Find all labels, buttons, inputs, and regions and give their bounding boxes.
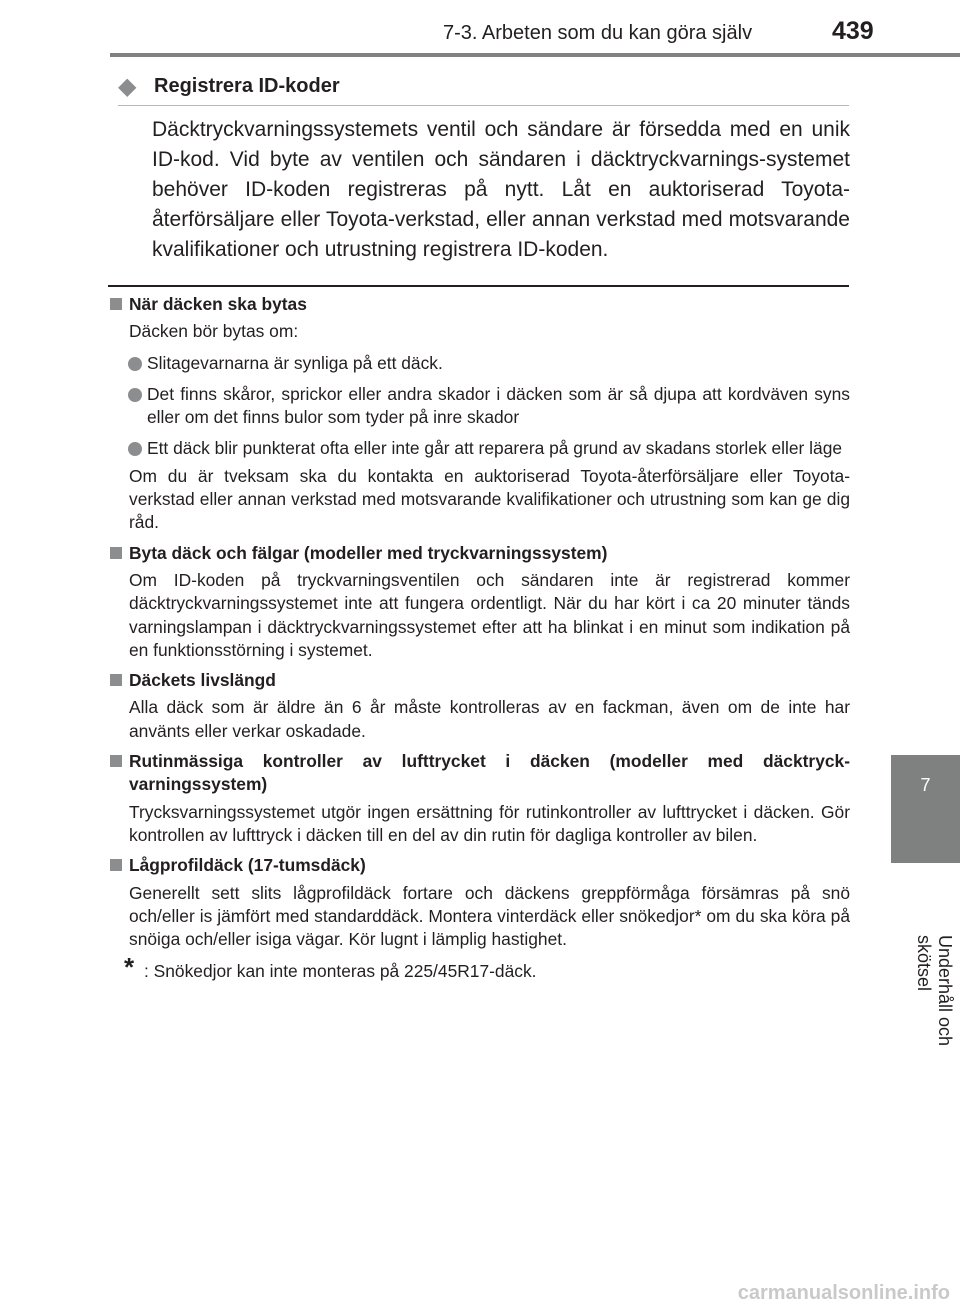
section-heading-text: Byta däck och fälgar (modeller med tryckvarningssystem): [129, 542, 608, 563]
footnote-text: : Snökedjor kan inte monteras på 225/45R17-däck.: [144, 961, 537, 982]
id-code-text: Däcktryckvarningssystemets ventil och sändare är försedda med en unik ID-kod. Vid byte av ventilen och sändaren i däcktryckvarnings-systemet behöver ID-koden registreras på nytt. Låt en auktoriserad Toyota-återförsäljare eller Toyota-verkstad, eller annan verkstad med motsvarande kvalifikationer och utrustning registrera ID-koden.: [152, 118, 850, 261]
main-content: [110, 293, 850, 984]
section-text: Trycksvarningssystemet utgör ingen ersättning för rutinkontroller av lufttrycket i däcken. Gör kontrollen av lufttryck i däcken till en del av din rutin för dagliga kontroller av bilen.: [129, 801, 850, 845]
section-heading: [110, 293, 850, 316]
section-heading: [110, 669, 850, 692]
chapter-tab[interactable]: [891, 755, 960, 863]
list-item: [110, 352, 850, 375]
circle-bullet-icon: [128, 388, 142, 402]
circle-bullet-icon: [128, 442, 142, 456]
asterisk-icon: *: [124, 952, 135, 983]
watermark: carmanualsonline.info: [737, 1282, 950, 1304]
square-bullet-icon: [110, 755, 122, 767]
square-bullet-icon: [110, 547, 122, 559]
list-item-text: Ett däck blir punkterat ofta eller inte går att reparera på grund av skadans storlek eller läge: [147, 438, 843, 459]
section-heading: [110, 542, 850, 565]
square-bullet-icon: [110, 674, 122, 686]
section-heading: [110, 750, 850, 797]
page-number: 439: [832, 17, 874, 45]
id-code-heading: [118, 75, 849, 106]
section-heading-text: Däckets livslängd: [129, 670, 276, 691]
section-text: Däcken bör bytas om:: [129, 321, 299, 342]
chapter-label: Underhåll och skötsel: [914, 935, 955, 1047]
section-heading-text: Lågprofildäck (17-tumsdäck): [129, 855, 366, 876]
diamond-icon: ◆: [118, 73, 137, 100]
square-bullet-icon: [110, 859, 122, 871]
section-text: Generellt sett slits lågprofildäck fortare och däckens greppförmåga försämras på snö och/eller is jämfört med standarddäck. Montera vinterdäck eller snökedjor* om du ska köra på snöiga och/eller isiga vägar. Kör lugnt i lämplig hastighet.: [129, 882, 850, 950]
list-item: [110, 383, 850, 430]
list-item-text: Slitagevarnarna är synliga på ett däck.: [147, 352, 443, 373]
section-heading-text: När däcken ska bytas: [129, 294, 307, 314]
square-bullet-icon: [110, 298, 122, 310]
section-text: Alla däck som är äldre än 6 år måste kontrolleras av en fackman, även om de inte har använts eller verkar oskadade.: [129, 697, 850, 741]
list-item-text: Det finns skåror, sprickor eller andra skador i däcken som är så djupa att kordväven syns eller om det finns bulor som tyder på inre skador: [147, 383, 850, 428]
section-text: Om du är tveksam ska du kontakta en auktoriserad Toyota-återförsäljare eller Toyota-verkstad eller annan verkstad med motsvarande kvalifikationer och utrustning som kan ge dig råd.: [129, 465, 850, 533]
section-heading: [110, 854, 850, 877]
header-rule: [110, 53, 960, 57]
chapter-number: 7: [920, 775, 931, 795]
list-item: [110, 437, 850, 460]
footnote: [110, 952, 850, 983]
running-header-title: 7-3. Arbeten som du kan göra själv: [443, 22, 753, 44]
section-divider: [108, 285, 849, 287]
id-code-heading-text: Registrera ID-koder: [154, 75, 340, 97]
section-text: Om ID-koden på tryckvarningsventilen och sändaren inte är registrerad kommer däcktryckvarningssystemet inte att fungera ordentligt. När du har kört i ca 20 minuter tänds varningslampan i däcktryckvarningssystemet efter att ha blinkat i en minut som indikation på en funktionsstörning i systemet.: [129, 569, 850, 660]
circle-bullet-icon: [128, 357, 142, 371]
section-heading-text: Rutinmässiga kontroller av lufttrycket i däcken (modeller med däcktryck-varningssystem): [129, 751, 850, 795]
